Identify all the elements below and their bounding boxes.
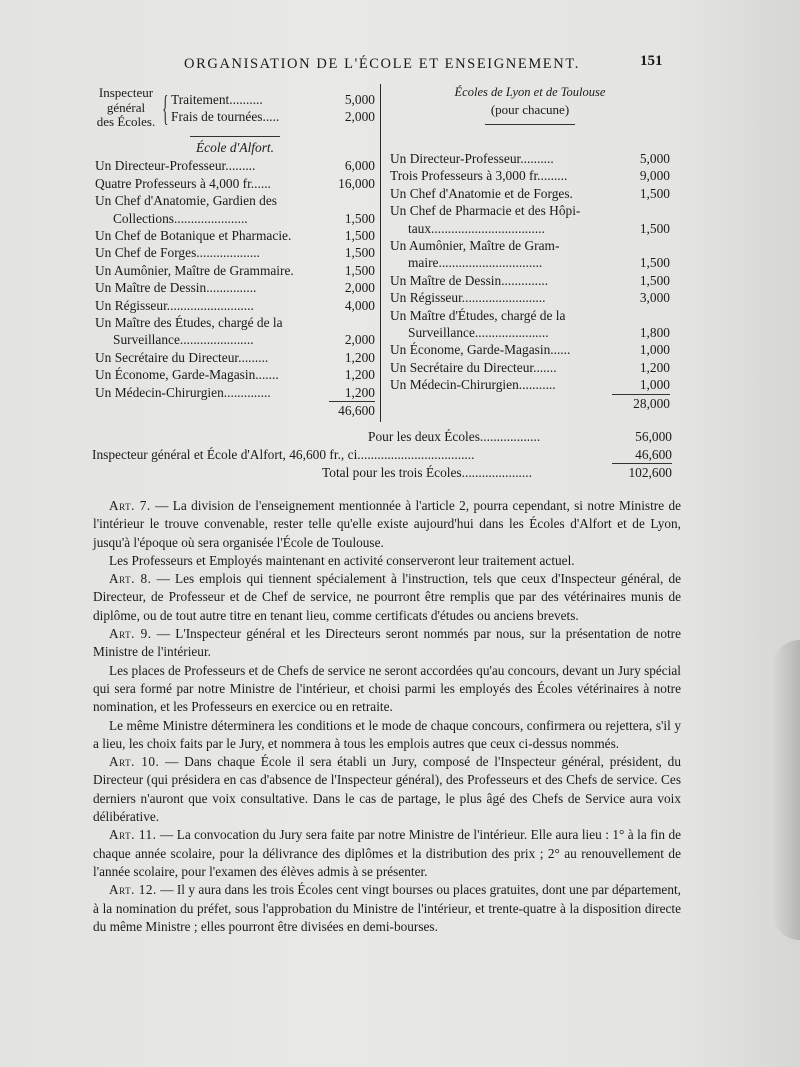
lyon-toulouse-rows xyxy=(390,150,670,394)
row-label: Un Médecin-Chirurgien.............. xyxy=(95,384,271,400)
row-label: Un Régisseur......................... xyxy=(390,290,546,306)
row-value: 1,500 xyxy=(344,210,375,226)
row-label: Un Maître de Dessin............... xyxy=(95,280,257,296)
row-value: 2,000 xyxy=(344,109,375,124)
table-row xyxy=(171,108,375,125)
row-label: Collections...................... xyxy=(113,210,248,226)
row-label: Un Maître d'Études, chargé de la xyxy=(390,307,566,323)
row-label: Un Maître de Dessin.............. xyxy=(390,272,549,288)
paragraph xyxy=(93,662,681,717)
left-salary-table xyxy=(95,86,375,420)
row-value xyxy=(333,314,375,331)
row-label: Un Secrétaire du Directeur....... xyxy=(390,359,557,375)
paragraph-text: — La convocation du Jury sera faite par notre Ministre de l'intérieur. Elle aura lieu : 1° à la fin de chaque année scolaire, pour la délivrance des diplômes et la distribution des prix ; 2° au renouvellement de l'année scolaire, pour l'examen des élèves admis à se présenter. xyxy=(93,827,681,879)
paragraph-text: Les places de Professeurs et de Chefs de service ne seront accordées qu'au concours, devant un Jury spécial qui sera formé par notre Ministre de l'intérieur, et choisi parmi les employés des Écoles vétérinaires à notre nomination, et les Professeurs en exercice ou en retraite. xyxy=(93,662,681,715)
row-value: 9,000 xyxy=(639,168,670,184)
row-value: 2,000 xyxy=(344,280,375,296)
row-value: 1,500 xyxy=(344,245,375,261)
row-label: maire............................... xyxy=(408,255,543,271)
row-label: Un Directeur-Professeur......... xyxy=(95,158,256,174)
paragraph xyxy=(93,497,681,552)
inspector-items xyxy=(171,91,375,126)
table-row xyxy=(95,175,375,192)
row-value: 6,000 xyxy=(344,158,375,174)
row-value: 1,500 xyxy=(344,228,375,244)
paragraph xyxy=(93,717,681,754)
row-label: Un Directeur-Professeur.......... xyxy=(390,151,554,166)
paragraph-text: — Les emplois qui tiennent spécialement à l'instruction, tels que ceux d'Inspecteur général, de Directeur, de Professeur et de Chef de service, ne pourront être remplis que par des vétérinaires munis de diplôme, ou de tout autre titre en tenant lieu, comme certificats d'études ou anciens brevets. xyxy=(93,571,682,623)
table-row xyxy=(390,324,670,341)
article-lead: Art. 12. xyxy=(109,882,157,898)
lyon-toulouse-subtotal: 28,000 xyxy=(633,395,670,411)
table-row xyxy=(95,349,375,366)
row-value: 46,600 xyxy=(635,446,672,462)
table-row xyxy=(390,341,670,358)
lyon-toulouse-heading xyxy=(390,84,670,150)
totals-block xyxy=(92,428,672,482)
totals-row xyxy=(92,464,672,482)
row-value: 1,200 xyxy=(639,359,670,375)
row-value xyxy=(628,307,670,324)
table-row xyxy=(390,289,670,306)
page-number: 151 xyxy=(640,53,663,69)
inspector-title-line: général xyxy=(106,99,146,115)
table-row xyxy=(95,297,375,314)
row-value: 56,000 xyxy=(635,429,672,444)
row-value: 3,000 xyxy=(639,290,670,306)
paragraph-text: — La division de l'enseignement mentionnée à l'article 2, pourra cependant, si notre Ministre de l'intérieur le trouve convenable, rester telle qu'elle existe aujourd'hui dans les Écoles d'Alfort et de Lyon, jusqu'à l'époque où sera organisée l'École de Toulouse. xyxy=(93,498,682,550)
row-label: Surveillance...................... xyxy=(113,332,254,348)
table-row xyxy=(390,254,670,271)
table-row xyxy=(390,272,670,289)
row-value: 5,000 xyxy=(344,91,375,107)
paragraph xyxy=(93,881,681,936)
table-row xyxy=(95,366,375,383)
table-row xyxy=(95,227,375,244)
totals-row xyxy=(92,446,672,464)
table-row xyxy=(390,185,670,202)
row-value: 1,500 xyxy=(639,272,670,288)
table-row xyxy=(390,237,670,254)
article-lead: Art. 8. xyxy=(109,571,152,587)
alfort-rows xyxy=(95,157,375,401)
row-label: Un Secrétaire du Directeur......... xyxy=(95,349,269,365)
lyon-toulouse-subtitle: (pour chacune) xyxy=(490,102,570,117)
row-label: Un Chef d'Anatomie et de Forges. xyxy=(390,185,573,201)
paragraph xyxy=(93,625,681,662)
running-title: ORGANISATION DE L'ÉCOLE ET ENSEIGNEMENT. xyxy=(184,56,580,72)
paragraph xyxy=(93,826,681,881)
paragraph-text: Le même Ministre déterminera les conditions et le mode de chaque concours, confirmera ou rejettera, s'il y a lieu, les choix faits par le Jury, et nommera à tous les emplois autres que ceux ci-dessus nommés. xyxy=(93,717,681,751)
table-row xyxy=(95,262,375,279)
table-row xyxy=(95,314,375,331)
row-value xyxy=(628,202,670,219)
table-row xyxy=(95,384,375,401)
row-label: taux.................................. xyxy=(408,220,545,236)
paragraph-text: — L'Inspecteur général et les Directeurs seront nommés par nous, sur la présentation de notre Ministre de l'intérieur. xyxy=(93,626,681,660)
row-value: 1,000 xyxy=(639,377,670,393)
row-label: Total pour les trois Écoles..................... xyxy=(322,465,532,480)
row-label: Un Aumônier, Maître de Gram- xyxy=(390,238,560,254)
article-lead: Art. 11. xyxy=(109,827,157,843)
lyon-toulouse-title: Écoles de Lyon et de Toulouse xyxy=(454,85,606,99)
table-row xyxy=(390,167,670,184)
row-value: 16,000 xyxy=(338,175,375,191)
row-value: 1,200 xyxy=(344,349,375,365)
table-row xyxy=(95,192,375,209)
row-label: Un Économe, Garde-Magasin...... xyxy=(390,342,571,358)
row-label: Trois Professeurs à 3,000 fr......... xyxy=(390,168,568,184)
table-row xyxy=(171,91,375,108)
table-row xyxy=(390,307,670,324)
paragraph-text: — Il y aura dans les trois Écoles cent vingt bourses ou places gratuites, dont une par département, à la nomination du préfet, sous l'approbation du Ministre de l'intérieur, et trente-quatre à la disposition directe du même Ministre ; elles pourront être divisées en demi-bourses. xyxy=(93,882,681,934)
paragraph xyxy=(93,552,681,570)
table-row xyxy=(95,244,375,261)
inspector-block xyxy=(95,86,375,130)
table-row xyxy=(95,210,375,227)
row-label: Un Médecin-Chirurgien........... xyxy=(390,377,556,393)
row-label: Inspecteur général et École d'Alfort, 46,600 fr., ci................................... xyxy=(92,446,475,462)
section-divider xyxy=(190,136,280,137)
row-label: Un Régisseur.......................... xyxy=(95,297,254,313)
row-label: Un Maître des Études, chargé de la xyxy=(95,315,283,331)
paragraph xyxy=(93,753,681,826)
row-value: 2,000 xyxy=(344,332,375,348)
row-value: 1,500 xyxy=(344,262,375,278)
row-value xyxy=(333,192,375,209)
inspector-title-line: Inspecteur xyxy=(98,85,154,101)
column-divider xyxy=(380,84,381,422)
table-row xyxy=(95,157,375,174)
row-value: 1,200 xyxy=(344,384,375,400)
table-row xyxy=(95,279,375,296)
row-label: Frais de tournées..... xyxy=(171,109,280,124)
row-label: Un Économe, Garde-Magasin....... xyxy=(95,367,279,383)
row-label: Un Chef de Forges................... xyxy=(95,245,260,261)
section-divider xyxy=(485,124,575,125)
alfort-heading: École d'Alfort. xyxy=(196,140,274,155)
row-value: 1,500 xyxy=(639,185,670,201)
inspector-title-line: des Écoles. xyxy=(96,114,156,130)
row-label: Un Chef de Botanique et Pharmacie. xyxy=(95,228,292,244)
row-value: 1,200 xyxy=(344,367,375,383)
row-label: Un Aumônier, Maître de Grammaire. xyxy=(95,262,294,278)
inspector-title xyxy=(95,86,157,130)
row-label: Traitement.......... xyxy=(171,91,263,107)
row-value xyxy=(628,237,670,254)
row-value: 5,000 xyxy=(639,151,670,166)
row-label: Quatre Professeurs à 4,000 fr...... xyxy=(95,175,271,191)
brace-icon: { xyxy=(162,88,169,128)
row-label: Un Chef d'Anatomie, Gardien des xyxy=(95,193,278,209)
row-label: Un Chef de Pharmacie et des Hôpi- xyxy=(390,203,581,219)
article-lead: Art. 9. xyxy=(109,626,152,642)
articles-text xyxy=(93,497,681,936)
right-salary-table xyxy=(390,84,670,413)
totals-row xyxy=(92,428,672,446)
row-value: 1,500 xyxy=(639,220,670,236)
alfort-subtotal: 46,600 xyxy=(338,403,375,419)
paragraph-text: Les Professeurs et Employés maintenant en activité conserveront leur traitement actuel. xyxy=(109,552,575,568)
row-value: 102,600 xyxy=(628,465,672,480)
page-edge-shadow xyxy=(772,640,800,940)
paragraph xyxy=(93,570,681,625)
table-row xyxy=(390,202,670,219)
table-row xyxy=(95,331,375,348)
article-lead: Art. 10. xyxy=(109,754,160,770)
row-value: 1,000 xyxy=(639,342,670,358)
table-row xyxy=(390,359,670,376)
row-value: 1,500 xyxy=(639,255,670,271)
row-value: 4,000 xyxy=(344,297,375,313)
paragraph-text: — Dans chaque École il sera établi un Jury, composé de l'Inspecteur général, président, du Directeur (qui présidera en cas d'absence de l'Inspecteur général), des Professeurs et des Chefs de service. Ces derniers n'auront que voix consultative. Dans le cas de partage, le plus âgé des Chefs de Service aura voix délibérative. xyxy=(93,754,681,825)
table-row xyxy=(390,150,670,167)
row-label: Surveillance...................... xyxy=(408,325,549,341)
row-value: 1,800 xyxy=(639,325,670,341)
table-row xyxy=(390,220,670,237)
table-row xyxy=(390,376,670,393)
article-lead: Art. 7. xyxy=(109,498,151,513)
row-label: Pour les deux Écoles.................. xyxy=(368,429,541,444)
